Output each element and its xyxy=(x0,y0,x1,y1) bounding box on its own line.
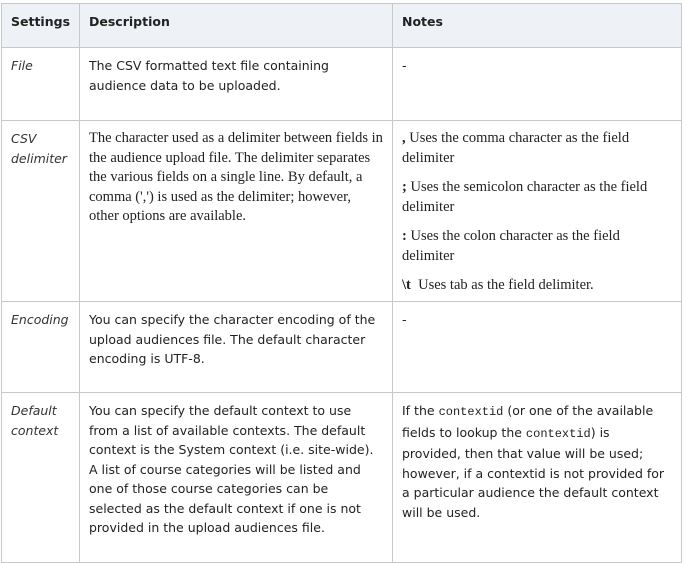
setting-description: You can specify the default context to use from a list of available contexts. The default context is the System context (i.e. site-wide). A list of course categories will be listed and one of those course categories can be selected as the default context if one is not provided in the upload audiences file. xyxy=(80,393,393,563)
header-row xyxy=(2,4,682,48)
delimiter-char: : xyxy=(402,228,407,244)
delimiter-note xyxy=(402,227,672,266)
notes-text: (or one of the available fields to lookup the xyxy=(402,403,654,440)
delimiter-char: , xyxy=(402,130,406,146)
table-row xyxy=(2,393,682,563)
setting-name: CSV delimiter xyxy=(2,121,80,302)
notes-text: ) is provided, then that value will be used; however, if a contextid is not provided for a particular audience the default context will be used. xyxy=(402,424,665,520)
delimiter-text: Uses the colon character as the field delimiter xyxy=(402,228,620,264)
table-row xyxy=(2,121,682,302)
code-contextid: contextid xyxy=(438,405,504,419)
header-settings: Settings xyxy=(2,4,80,48)
setting-notes xyxy=(393,393,682,563)
setting-notes: - xyxy=(393,302,682,393)
delimiter-char: \t xyxy=(402,277,411,293)
delimiter-note xyxy=(402,178,672,217)
header-description: Description xyxy=(80,4,393,48)
table-row xyxy=(2,48,682,121)
setting-notes xyxy=(393,121,682,302)
delimiter-note xyxy=(402,129,672,168)
setting-description: You can specify the character encoding of the upload audiences file. The default character encoding is UTF-8. xyxy=(80,302,393,393)
setting-name: Encoding xyxy=(2,302,80,393)
settings-table xyxy=(1,3,682,563)
notes-text: If the xyxy=(402,403,439,418)
setting-notes: - xyxy=(393,48,682,121)
header-notes: Notes xyxy=(393,4,682,48)
delimiter-text: Uses the semicolon character as the field delimiter xyxy=(402,179,648,215)
delimiter-text: Uses the comma character as the field delimiter xyxy=(402,130,630,166)
setting-description: The character used as a delimiter between fields in the audience upload file. The delimiter separates the various fields on a single line. By default, a comma (',') is used as the delimiter; however, other options are available. xyxy=(80,121,393,302)
setting-description: The CSV formatted text file containing audience data to be uploaded. xyxy=(80,48,393,121)
setting-name: Default context xyxy=(2,393,80,563)
delimiter-char: ; xyxy=(402,179,407,195)
delimiter-note xyxy=(402,276,672,296)
setting-name: File xyxy=(2,48,80,121)
table-row xyxy=(2,302,682,393)
delimiter-text: Uses tab as the field delimiter. xyxy=(410,277,594,293)
code-contextid: contextid xyxy=(525,426,591,441)
